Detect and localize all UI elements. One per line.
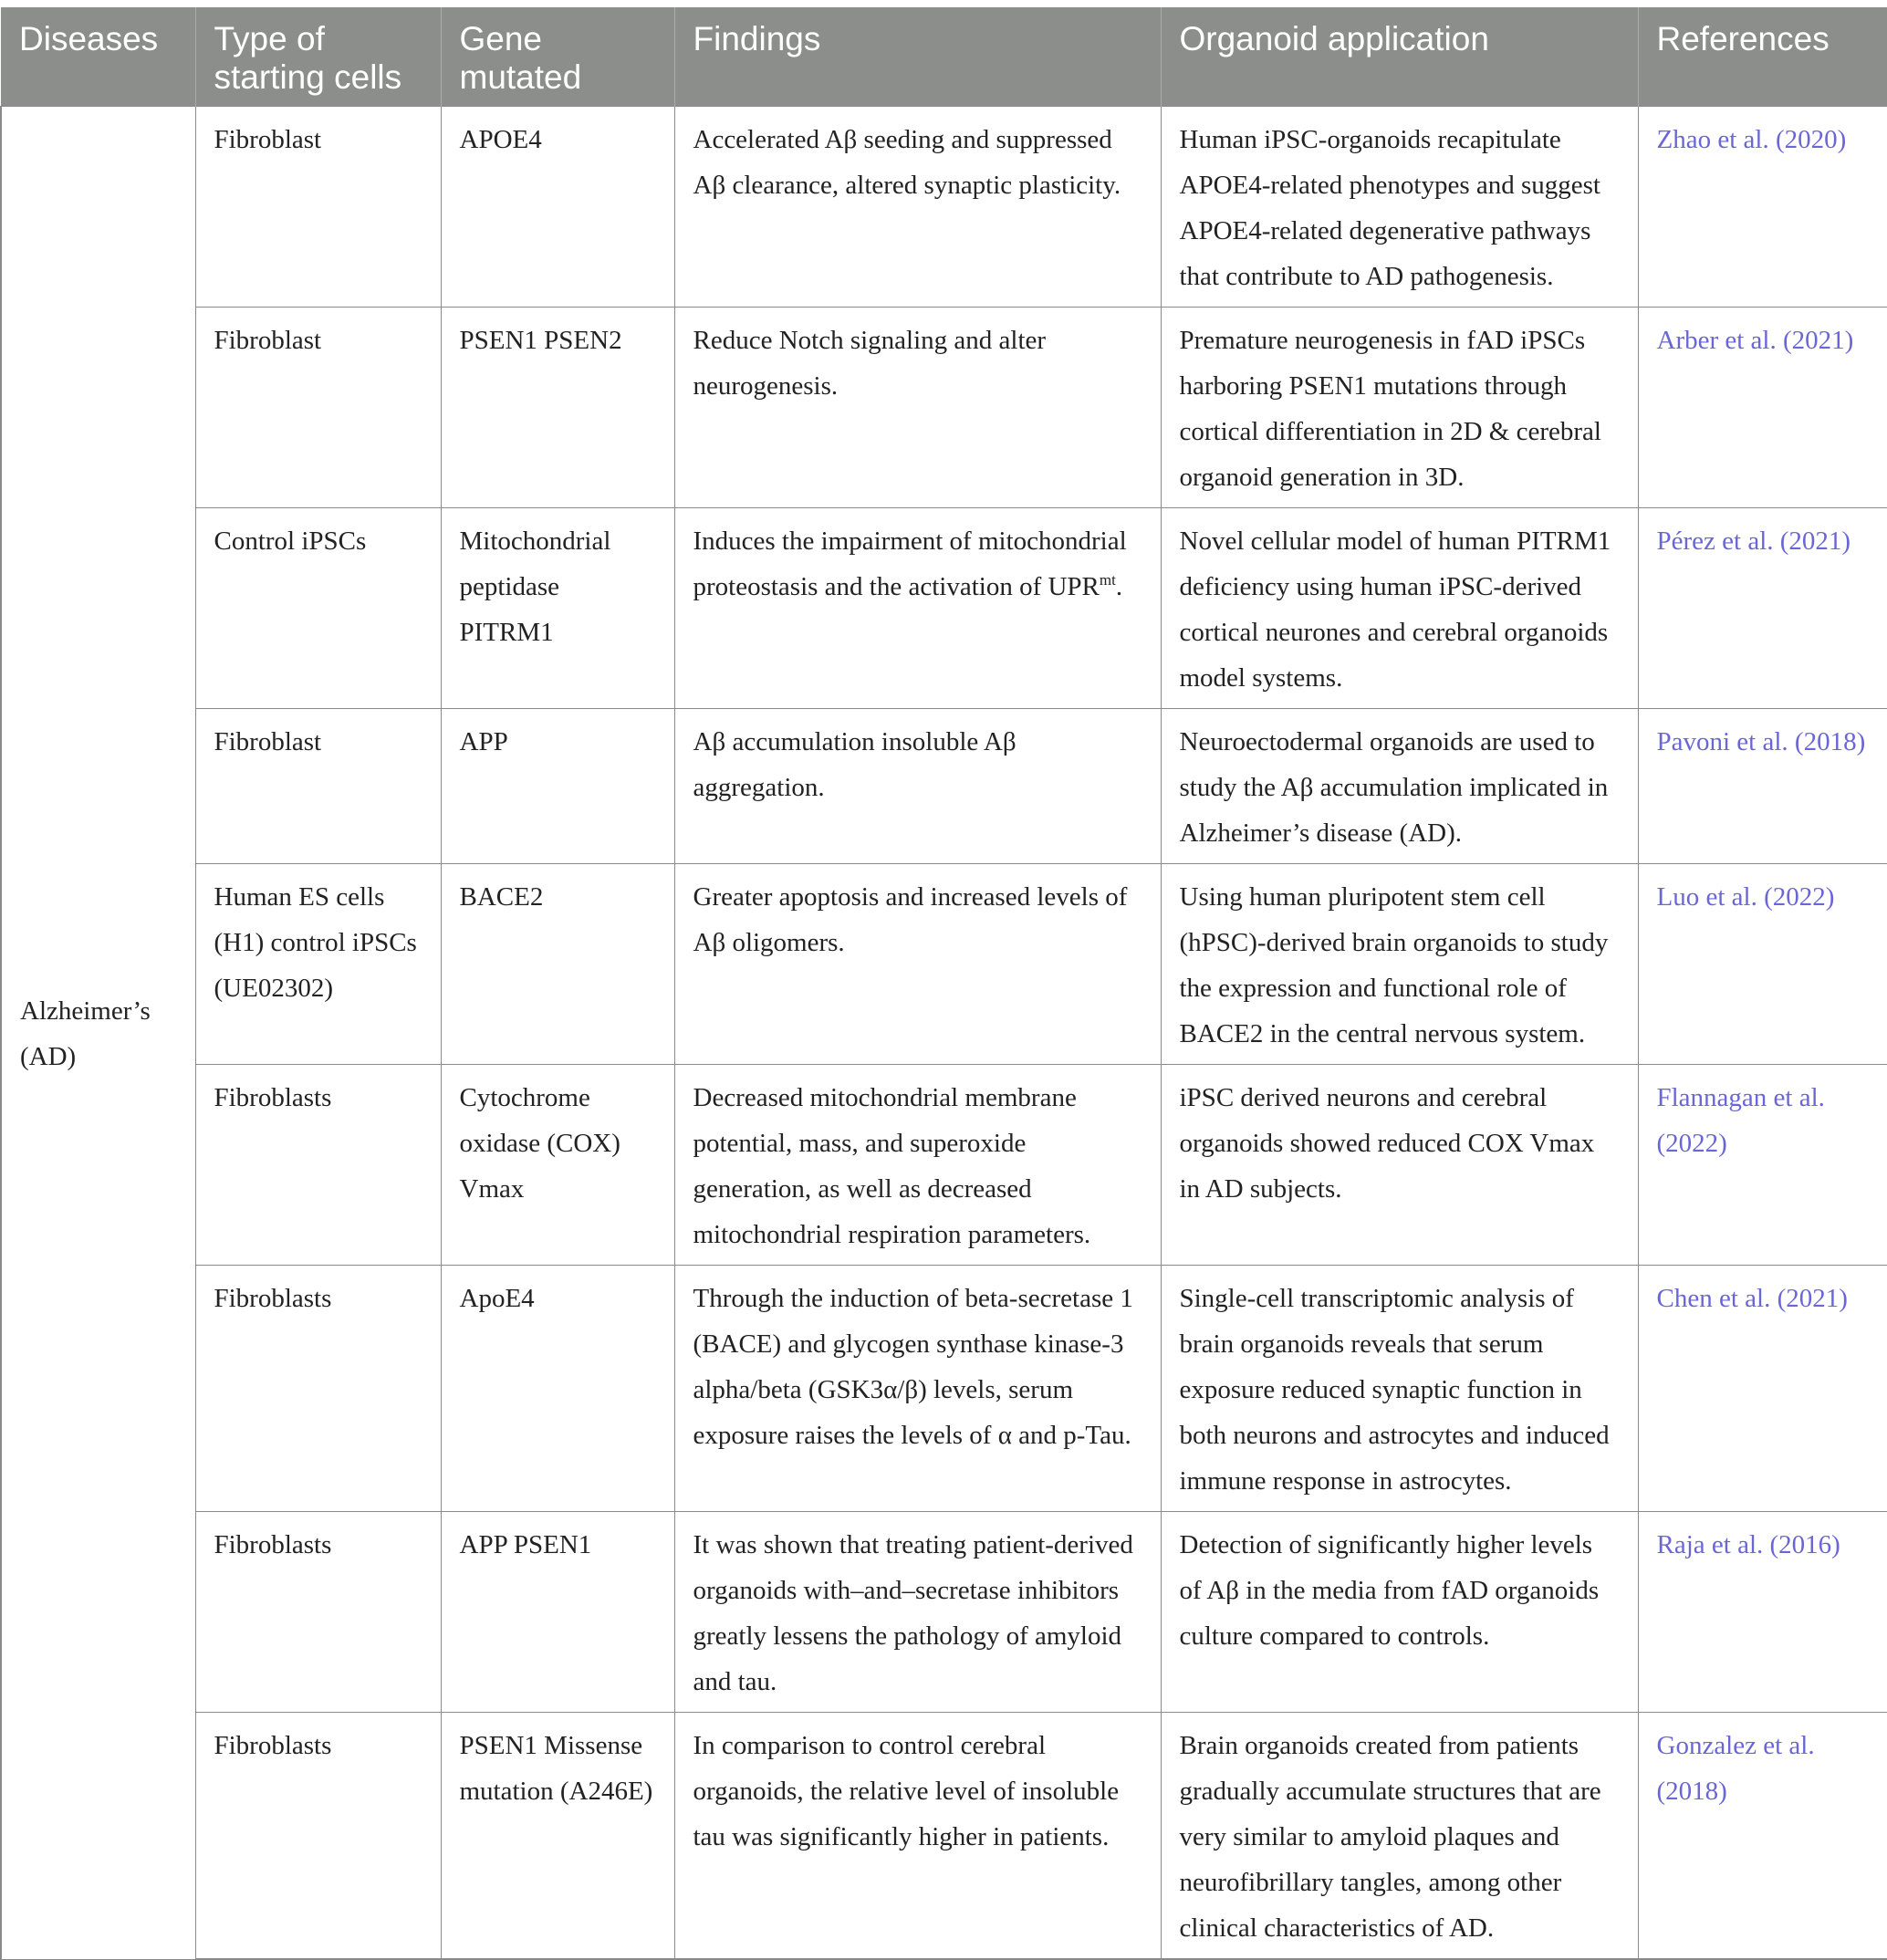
header-row: [1, 7, 1887, 107]
findings-superscript: mt: [1099, 571, 1116, 589]
findings-text-end: .: [1115, 572, 1123, 601]
gene-cell: Cytochrome oxidase (COX) Vmax: [441, 1065, 674, 1266]
table-row: [1, 1065, 1887, 1266]
findings-cell: Decreased mitochondrial membrane potential, mass, and superoxide generation, as well as decreased mitochondrial respiration parameters.: [674, 1065, 1161, 1266]
table-row: [1, 1713, 1887, 1960]
gene-cell: APP PSEN1: [441, 1512, 674, 1713]
data-table-container: [0, 7, 1887, 1960]
starting-cells-cell: Control iPSCs: [195, 508, 441, 709]
table-row: [1, 508, 1887, 709]
reference-link[interactable]: Chen et al. (2021): [1638, 1266, 1887, 1512]
findings-cell: Reduce Notch signaling and alter neurogenesis.: [674, 308, 1161, 508]
starting-cells-cell: Fibroblasts: [195, 1065, 441, 1266]
table-row: [1, 308, 1887, 508]
reference-link[interactable]: Pérez et al. (2021): [1638, 508, 1887, 709]
table-body: [1, 107, 1887, 1960]
starting-cells-cell: Fibroblast: [195, 709, 441, 864]
application-cell: Using human pluripotent stem cell (hPSC)-derived brain organoids to study the expression and functional role of BACE2 in the central nervous system.: [1161, 864, 1638, 1065]
application-cell: Neuroectodermal organoids are used to study the Aβ accumulation implicated in Alzheimer’s disease (AD).: [1161, 709, 1638, 864]
findings-cell: It was shown that treating patient-derived organoids with–and–secretase inhibitors greatly lessens the pathology of amyloid and tau.: [674, 1512, 1161, 1713]
starting-cells-cell: Fibroblasts: [195, 1713, 441, 1960]
table-row: [1, 1266, 1887, 1512]
application-cell: Detection of significantly higher levels of Aβ in the media from fAD organoids culture compared to controls.: [1161, 1512, 1638, 1713]
header-starting-cells: Type of starting cells: [195, 7, 441, 107]
header-references: References: [1638, 7, 1887, 107]
application-cell: Premature neurogenesis in fAD iPSCs harboring PSEN1 mutations through cortical differentiation in 2D & cerebral organoid generation in 3D.: [1161, 308, 1638, 508]
reference-link[interactable]: Zhao et al. (2020): [1638, 107, 1887, 308]
header-organoid-application: Organoid application: [1161, 7, 1638, 107]
gene-cell: Mitochondrial peptidase PITRM1: [441, 508, 674, 709]
reference-link[interactable]: Arber et al. (2021): [1638, 308, 1887, 508]
reference-link[interactable]: Gonzalez et al. (2018): [1638, 1713, 1887, 1960]
gene-cell: APOE4: [441, 107, 674, 308]
application-cell: Novel cellular model of human PITRM1 deficiency using human iPSC-derived cortical neurones and cerebral organoids model systems.: [1161, 508, 1638, 709]
reference-link[interactable]: Luo et al. (2022): [1638, 864, 1887, 1065]
application-cell: iPSC derived neurons and cerebral organoids showed reduced COX Vmax in AD subjects.: [1161, 1065, 1638, 1266]
starting-cells-cell: Fibroblasts: [195, 1266, 441, 1512]
findings-cell: [674, 508, 1161, 709]
table-row: [1, 1512, 1887, 1713]
header-gene-mutated: Gene mutated: [441, 7, 674, 107]
header-findings: Findings: [674, 7, 1161, 107]
starting-cells-cell: Fibroblast: [195, 107, 441, 308]
table-row: [1, 709, 1887, 864]
application-cell: Single-cell transcriptomic analysis of brain organoids reveals that serum exposure reduced synaptic function in both neurons and astrocytes and induced immune response in astrocytes.: [1161, 1266, 1638, 1512]
reference-link[interactable]: Raja et al. (2016): [1638, 1512, 1887, 1713]
starting-cells-cell: Human ES cells (H1) control iPSCs (UE02302): [195, 864, 441, 1065]
table-row: [1, 864, 1887, 1065]
gene-cell: PSEN1 Missense mutation (A246E): [441, 1713, 674, 1960]
application-cell: Human iPSC-organoids recapitulate APOE4-related phenotypes and suggest APOE4-related degenerative pathways that contribute to AD pathogenesis.: [1161, 107, 1638, 308]
starting-cells-cell: Fibroblasts: [195, 1512, 441, 1713]
findings-cell: Accelerated Aβ seeding and suppressed Aβ clearance, altered synaptic plasticity.: [674, 107, 1161, 308]
table-row: [1, 107, 1887, 308]
table-header: [1, 7, 1887, 107]
reference-link[interactable]: Pavoni et al. (2018): [1638, 709, 1887, 864]
findings-text: Induces the impairment of mitochondrial proteostasis and the activation of UPR: [693, 526, 1127, 601]
findings-cell: Greater apoptosis and increased levels of Aβ oligomers.: [674, 864, 1161, 1065]
gene-cell: BACE2: [441, 864, 674, 1065]
gene-cell: PSEN1 PSEN2: [441, 308, 674, 508]
header-diseases: Diseases: [1, 7, 195, 107]
organoid-disease-table: [0, 7, 1887, 1960]
findings-cell: In comparison to control cerebral organoids, the relative level of insoluble tau was significantly higher in patients.: [674, 1713, 1161, 1960]
findings-cell: Aβ accumulation insoluble Aβ aggregation.: [674, 709, 1161, 864]
gene-cell: ApoE4: [441, 1266, 674, 1512]
application-cell: Brain organoids created from patients gradually accumulate structures that are very similar to amyloid plaques and neurofibrillary tangles, among other clinical characteristics of AD.: [1161, 1713, 1638, 1960]
disease-cell: Alzheimer’s (AD): [1, 107, 195, 1960]
findings-cell: Through the induction of beta-secretase 1 (BACE) and glycogen synthase kinase-3 alpha/beta (GSK3α/β) levels, serum exposure raises the levels of α and p-Tau.: [674, 1266, 1161, 1512]
reference-link[interactable]: Flannagan et al. (2022): [1638, 1065, 1887, 1266]
starting-cells-cell: Fibroblast: [195, 308, 441, 508]
gene-cell: APP: [441, 709, 674, 864]
